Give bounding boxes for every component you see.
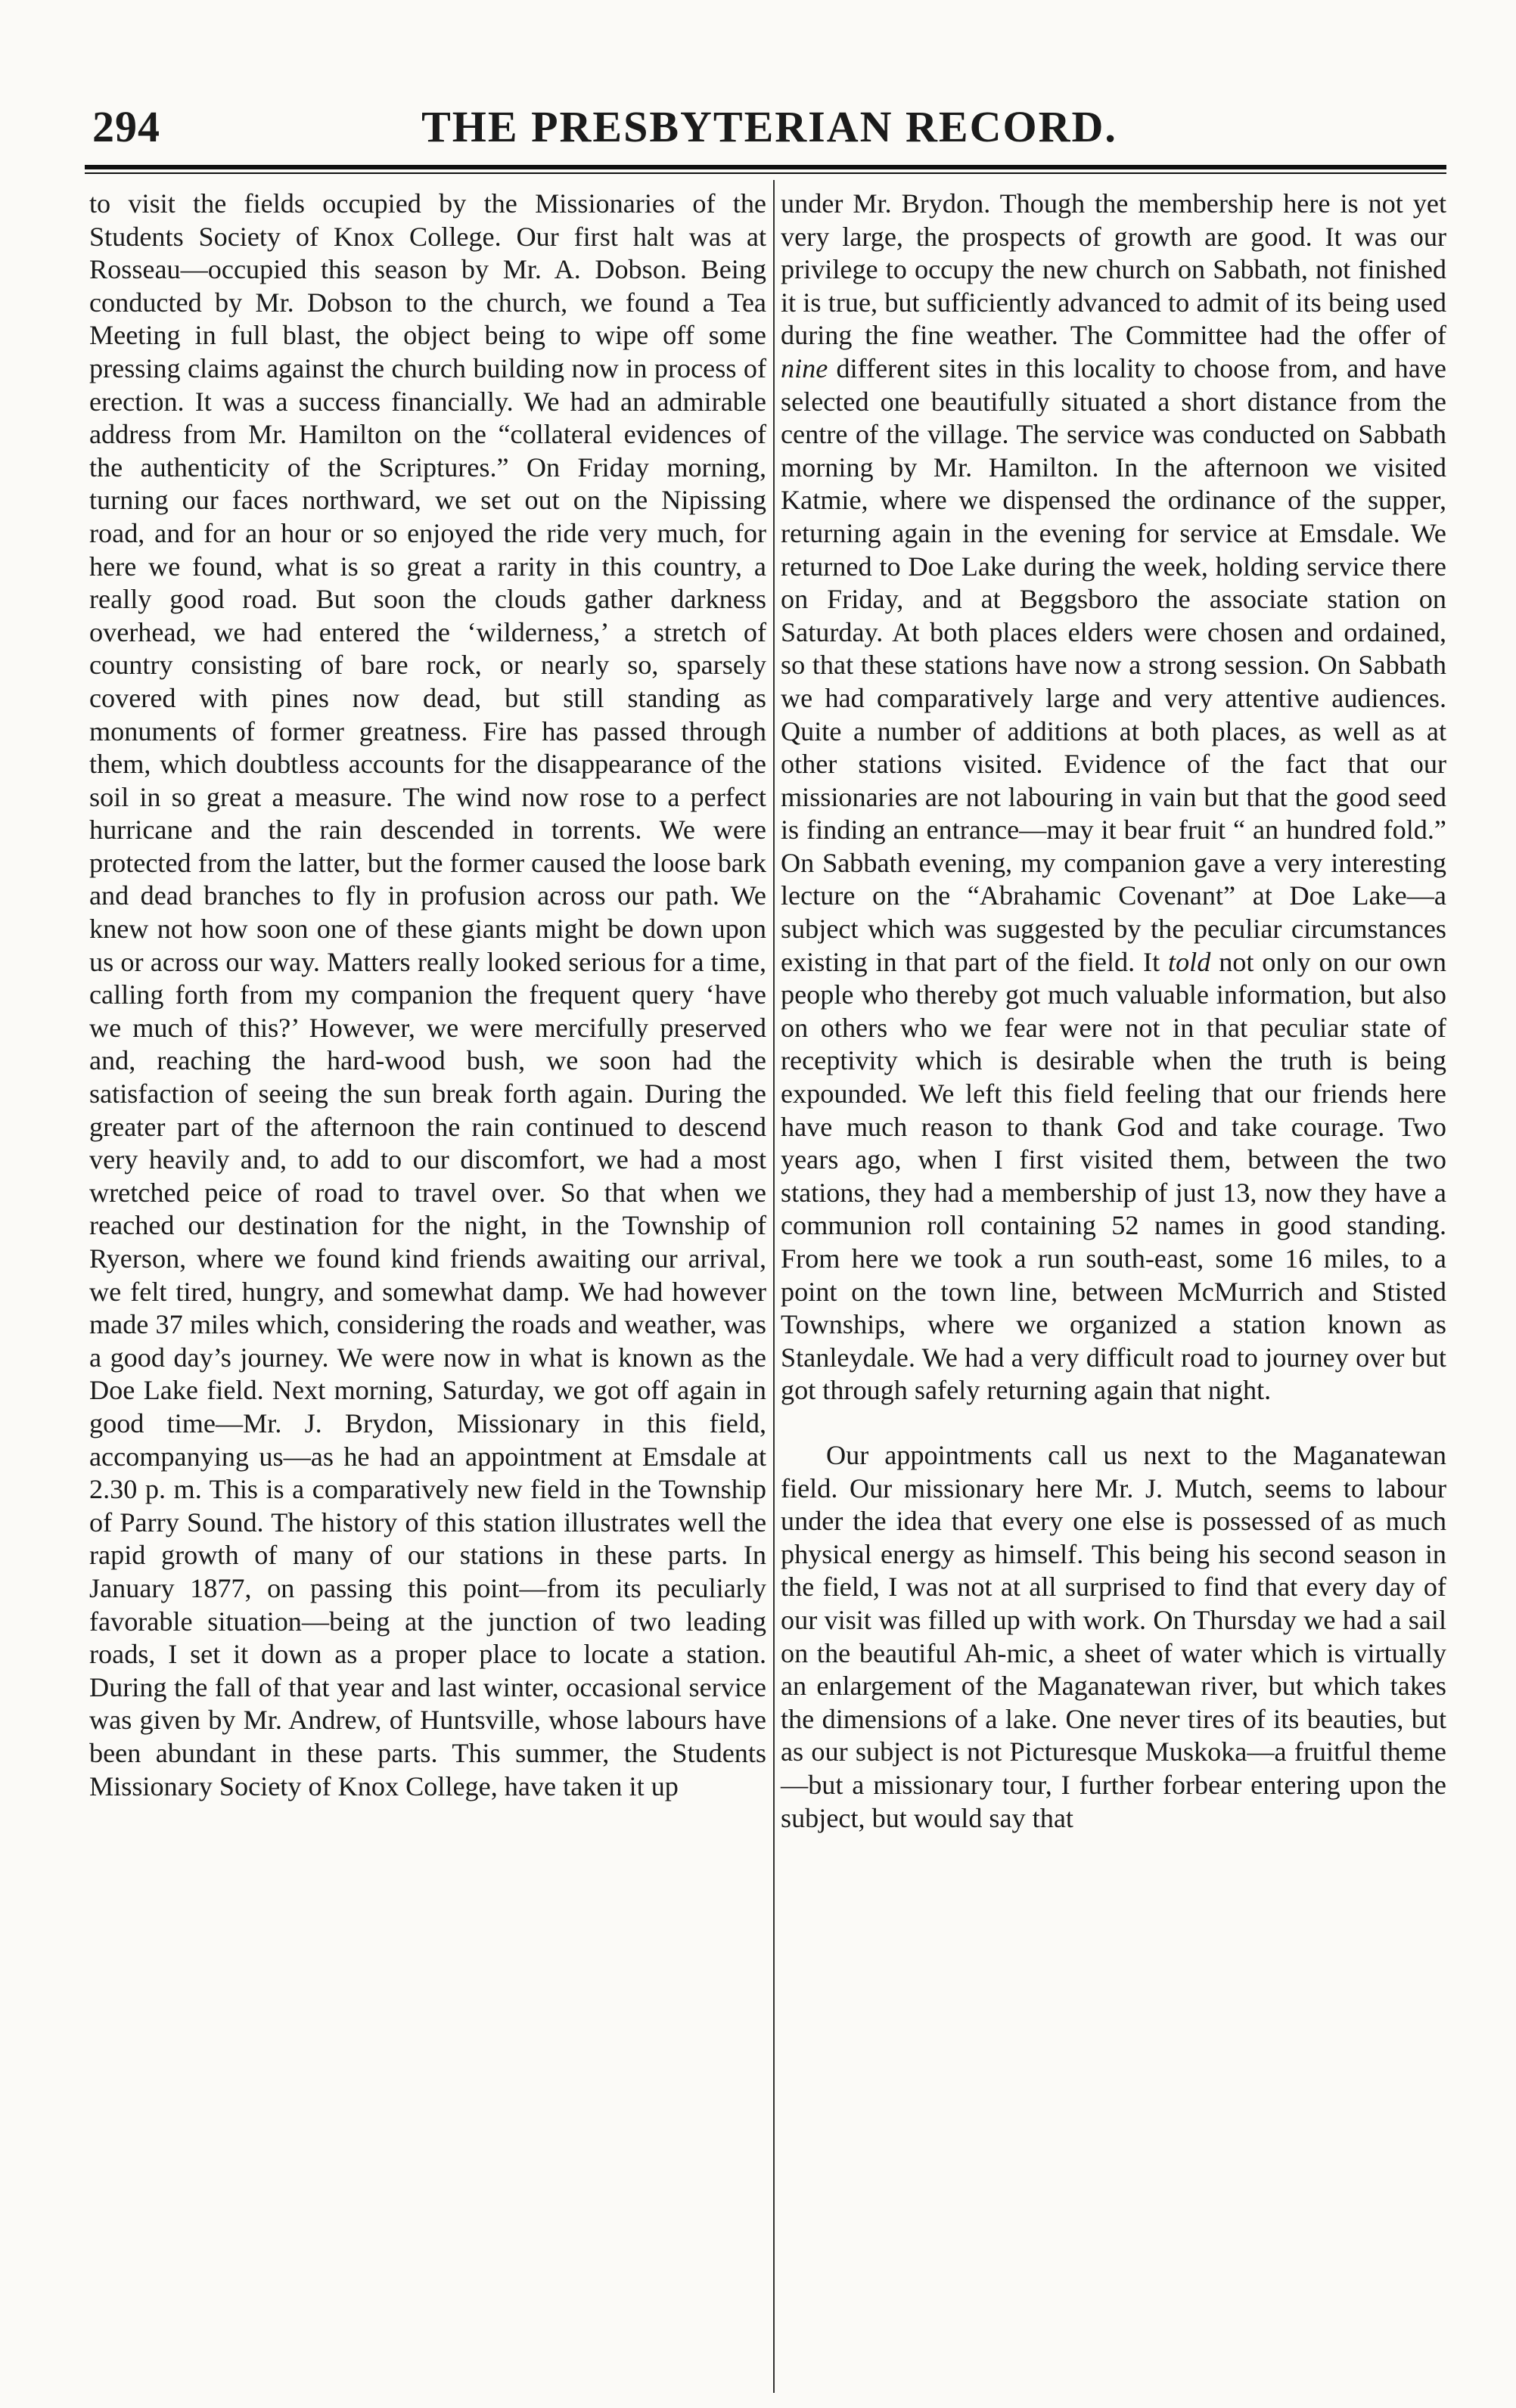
right-paragraph-1-part-c: not only on our own people who thereby got much valuable information, but also on others who we fear were not in that peculiar state of receptivity which is desirable when the truth is being expounded. We left this field feeling that our friends here have much reason to thank God and take courage. Two years ago, when I first visited them, between the two stations, they had a membership of just 13, now they have a communion roll containing 52 names in good standing. From here we took a run south-east, some 16 miles, to a point on the town line, between McMurrich and Stisted Townships, where we organized a station known as Stanleydale. We had a very difficult road to journey over but got through safely returning again that night. xyxy=(781,946,1446,1406)
right-paragraph-1 xyxy=(781,188,1446,1407)
header-rule-thin xyxy=(85,172,1446,174)
italic-word-nine: nine xyxy=(781,352,828,383)
right-paragraph-1-part-b: different sites in this locality to choose from, and have selected one beautifully situated a short distance from the centre of the village. The service was conducted on Sabbath morning by Mr. Hamilton. In the afternoon we visited Katmie, where we dispensed the ordinance of the supper, returning again in the evening for service at Emsdale. We returned to Doe Lake during the week, holding service there on Friday, and at Beggsboro the associate station on Saturday. At both places elders were chosen and ordained, so that these stations have now a strong session. On Sabbath we had comparatively large and very attentive audiences. Quite a number of additions at both places, as well as at other stations visited. Evidence of the fact that our missionaries are not labouring in vain but that the good seed is finding an entrance—may it bear fruit “ an hundred fold.” On Sabbath evening, my companion gave a very interesting lecture on the “Abrahamic Covenant” at Doe Lake—a subject which was suggested by the peculiar circumstances existing in that part of the field. It xyxy=(781,352,1446,977)
left-paragraph-1: to visit the fields occupied by the Missionaries of the Students Society of Knox College. Our first halt was at Rosseau—occupied this season by Mr. A. Dobson. Being conducted by Mr. Dobson to the church, we found a Tea Meeting in full blast, the object being to wipe off some pressing claims against the church building now in process of erection. It was a success financially. We had an admirable address from Mr. Hamilton on the “collateral evidences of the authenticity of the Scriptures.” On Friday morning, turning our faces northward, we set out on the Nipissing road, and for an hour or so enjoyed the ride very much, for here we found, what is so great a rarity in this country, a really good road. But soon the clouds gather darkness overhead, we had entered the ‘wilderness,’ a stretch of country consisting of bare rock, or nearly so, sparsely covered with pines now dead, but still standing as monuments of former greatness. Fire has passed through them, which doubtless accounts for the disappearance of the soil in so great a measure. The wind now rose to a perfect hurricane and the rain descended in torrents. We were protected from the latter, but the former caused the loose bark and dead branches to fly in profusion across our path. We knew not how soon one of these giants might be down upon us or across our way. Matters really looked serious for a time, calling forth from my companion the frequent query ‘have we much of this?’ However, we were mercifully preserved and, reaching the hard-wood bush, we soon had the satisfaction of seeing the sun break forth again. During the greater part of the afternoon the rain continued to descend very heavily and, to add to our discomfort, we had a most wretched peice of road to travel over. So that when we reached our destination for the night, in the Township of Ryerson, where we found kind friends awaiting our arrival, we felt tired, hungry, and somewhat damp. We had however made 37 miles which, considering the roads and weather, was a good day’s journey. We were now in what is known as the Doe Lake field. Next morning, Saturday, we got off again in good time—Mr. J. Brydon, Missionary in this field, accompanying us—as he had an appointment at Emsdale at 2.30 p. m. This is a comparatively new field in the Township of Parry Sound. The history of this station illustrates well the rapid growth of many of our stations in these parts. In January 1877, on passing this point—from its peculiarly favorable situation—being at the junction of two leading roads, I set it down as a proper place to locate a station. During the fall of that year and last winter, occasional service was given by Mr. Andrew, of Huntsville, whose labours have been abundant in these parts. This summer, the Students Missionary Society of Knox College, have taken it up xyxy=(89,188,766,1801)
header-rule-thick xyxy=(85,165,1446,169)
page-header xyxy=(85,95,1454,159)
left-column xyxy=(89,188,766,1803)
right-paragraph-1-part-a: under Mr. Brydon. Though the membership here is not yet very large, the prospects of growth are good. It was our privilege to occupy the new church on Sabbath, not finished it is true, but sufficiently advanced to admit of its being used during the fine weather. The Committee had the offer of xyxy=(781,188,1446,351)
column-divider xyxy=(773,180,775,2393)
page-number: 294 xyxy=(92,102,160,151)
right-column xyxy=(781,188,1446,1835)
italic-word-told: told xyxy=(1168,946,1211,977)
right-paragraph-2: Our appointments call us next to the Maganatewan field. Our missionary here Mr. J. Mutch, seems to labour under the idea that every one else is possessed of as much physical energy as himself. This being his second season in the field, I was not at all surprised to find that every day of our visit was filled up with work. On Thursday we had a sail on the beautiful Ah-mic, a sheet of water which is virtually an enlargement of the Maganatewan river, but which takes the dimensions of a lake. One never tires of its beauties, but as our subject is not Picturesque Muskoka—a fruitful theme—but a missionary tour, I further forbear entering upon the subject, but would say that xyxy=(781,1439,1446,1833)
running-title: THE PRESBYTERIAN RECORD. xyxy=(421,102,1117,151)
